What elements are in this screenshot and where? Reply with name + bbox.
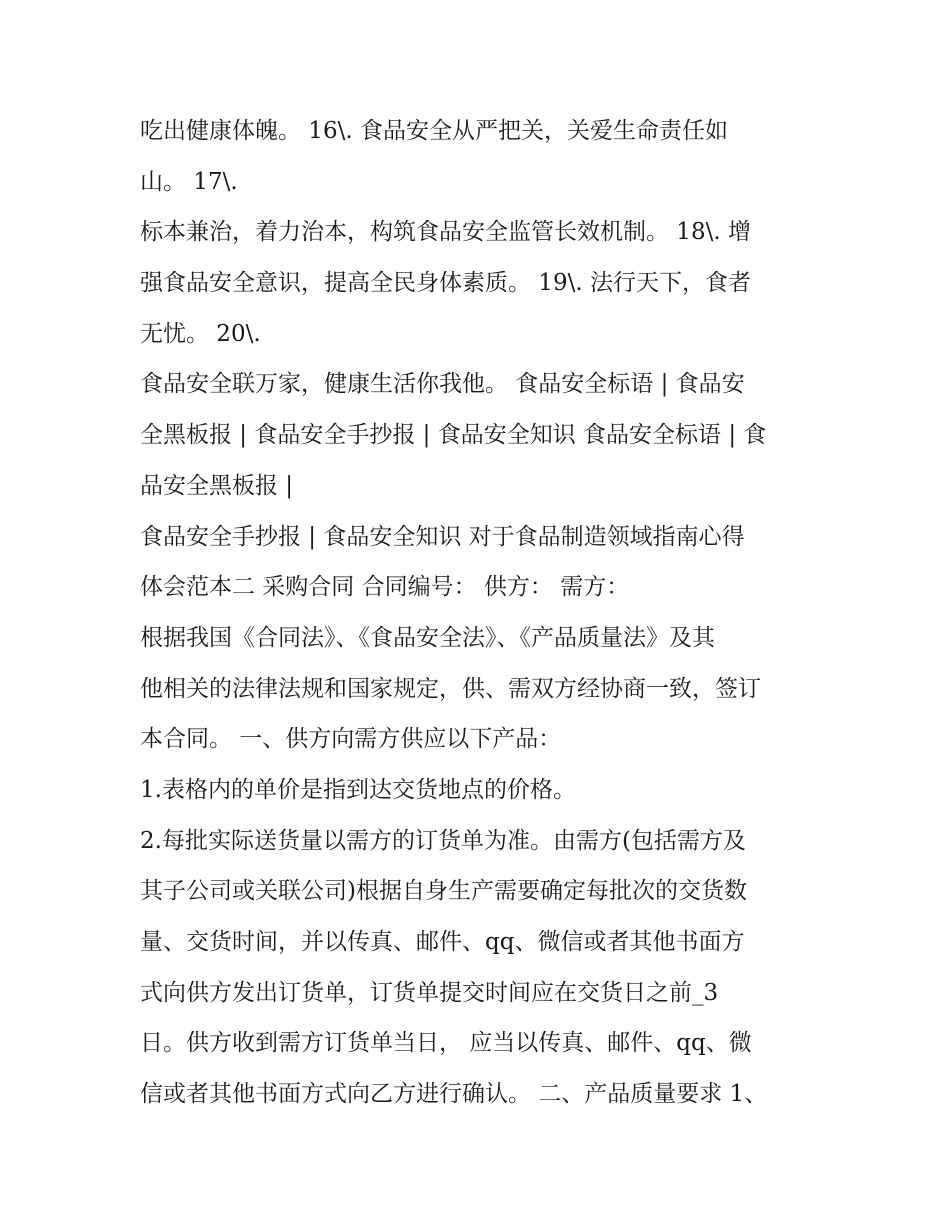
text-line: 无忧。 20\.: [140, 320, 261, 347]
text-line: 山。 17\.: [140, 168, 238, 195]
text-line: 吃出健康体魄。 16\. 食品安全从严把关，关爱生命责任如: [140, 118, 728, 144]
text-line: 式向供方发出订货单，订货单提交时间应在交货日之前_3: [140, 979, 719, 1006]
text-line: 信或者其他书面方式向乙方进行确认。 二、产品质量要求 1、: [140, 1081, 768, 1108]
text-line: 他相关的法律法规和国家规定，供、需双方经协商一致，签订: [140, 675, 761, 702]
body-text: [140, 106, 830, 1120]
text-line: 标本兼治，着力治本，构筑食品安全监管长效机制。 18\. 增: [140, 219, 751, 246]
text-line: 食品安全联万家，健康生活你我他。 食品安全标语 | 食品安: [140, 371, 745, 398]
text-line: 全黑板报 | 食品安全手抄报 | 食品安全知识 食品安全标语 | 食: [140, 422, 767, 449]
text-line: 体会范本二 采购合同 合同编号： 供方： 需方：: [140, 574, 630, 601]
text-line: 食品安全手抄报 | 食品安全知识 对于食品制造领域指南心得: [140, 523, 745, 550]
text-line: 其子公司或关联公司)根据自身生产需要确定每批次的交货数: [140, 878, 747, 905]
text-line: 本合同。 一、供方向需方供应以下产品：: [140, 726, 562, 753]
text-line: 日。供方收到需方订货单当日， 应当以传真、邮件、qq、微: [140, 1030, 752, 1057]
text-line: 强食品安全意识，提高全民身体素质。 19\. 法行天下，食者: [140, 270, 751, 297]
text-line: 量、交货时间，并以传真、邮件、qq、微信或者其他书面方: [140, 929, 745, 955]
text-line: 1.表格内的单价是指到达交货地点的价格。: [140, 776, 576, 803]
text-line: 品安全黑板报 |: [140, 472, 294, 499]
text-line: 2.每批实际送货量以需方的订货单为准。由需方(包括需方及: [140, 827, 746, 854]
text-line: 根据我国《合同法》、《食品安全法》、《产品质量法》及其: [140, 624, 715, 651]
